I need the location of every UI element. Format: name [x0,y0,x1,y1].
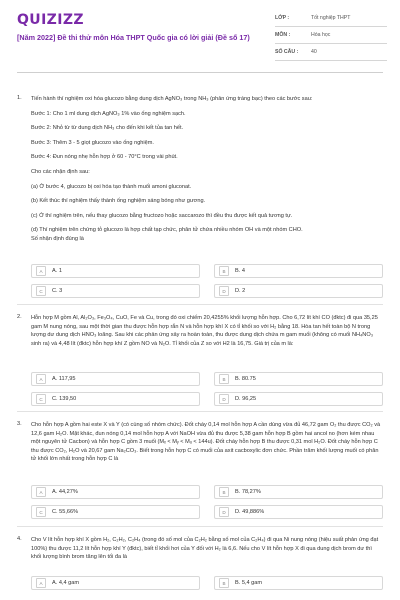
option-text: D. 96,25 [235,396,257,402]
option-d[interactable] [214,392,383,406]
option-key: D [219,394,229,404]
question-paragraph: (d) Thí nghiệm trên chứng tỏ glucozo là hợp chất tạp chức, phân tử chứa nhiều nhóm OH và một nhóm CHO. Số nhận định đúng là [31,227,303,242]
question-paragraph: Tiến hành thí nghiệm oxi hóa glucozo bằng dung dịch AgNO₃ trong NH₃ (phản ứng tráng bạc) theo các bước sau: [31,96,313,102]
question-number: 2. [17,314,22,320]
option-key: A [36,487,46,497]
option-text: B. 4 [235,268,245,274]
option-text: C. 139,50 [52,396,77,402]
option-a[interactable] [31,485,200,499]
option-text: C. 55,66% [52,509,79,515]
question-paragraph: Bước 4: Đun nóng nhẹ hỗn hợp ở 60 - 70°C trong vài phút. [31,154,178,161]
question-number: 1. [17,95,22,101]
options [31,264,383,304]
options [31,372,383,412]
question-text [31,421,383,470]
option-key: C [36,507,46,517]
option-text: A. 117,95 [52,376,76,382]
options [31,576,383,596]
option-text: A. 1 [52,268,62,274]
option-text: B. 5,4 gam [235,580,263,586]
question-number: 4. [17,536,22,542]
option-b[interactable] [214,372,383,386]
option-a[interactable] [31,372,200,386]
option-key: B [219,578,229,588]
option-c[interactable] [31,392,200,406]
meta-label: SỐ CÂU : [275,49,299,55]
options [31,485,383,525]
option-text: B. 80.75 [235,376,256,382]
option-key: D [219,507,229,517]
meta-label: LỚP : [275,15,290,21]
question-text [31,536,383,568]
question-paragraph: (c) Ở thí nghiệm trên, nếu thay glucozo bằng fructozo hoặc saccarozo thì đều thu được kết quả tương tự. [31,212,293,219]
option-c[interactable] [31,284,200,298]
question-text [31,95,383,246]
option-text: A. 44,27% [52,489,78,495]
option-b[interactable] [214,485,383,499]
question-divider [17,304,383,305]
question-text [31,314,383,354]
meta-value: Hóa học [311,32,331,38]
option-a[interactable] [31,576,200,590]
option-text: A. 4,4 gam [52,580,80,586]
option-d[interactable] [214,284,383,298]
option-text: D. 49,886% [235,509,265,515]
header-divider [17,72,383,73]
option-key: D [219,286,229,296]
option-key: C [36,286,46,296]
question-paragraph: Hỗn hợp M gồm Al, Al₂O₃, Fe₃O₄, CuO, Fe và Cu, trong đó oxi chiếm 20,4255% khối lượng hỗn hợp. Cho 6,72 lít khí CO (đktc) đi qua 35,25 gam M nung nóng, sau một thời gian thu được hỗn hợp rắn N và hỗn hợp khí X có tỉ khối so với H₂ bằng 18. Hòa tan hết toàn bộ N trong lượng dư dung dịch HNO₃ loãng. Sau khi các phản ứng xảy ra hoàn toàn, thu được dung dịch chứa m gam muối (không có muối NH₄NO₃ sinh ra) và 4,48 lít (đktc) hỗn hợp khí Z gồm NO và N₂O. Tỉ khối của Z so với H2 là 16,75. Giá trị của m là: [31,315,378,347]
option-key: A [36,266,46,276]
meta-value: Tốt nghiệp THPT [311,15,351,21]
header [0,0,400,66]
option-key: B [219,374,229,384]
document-title: [Năm 2022] Đề thi thử môn Hóa THPT Quốc gia có lời giải (Đề số 17) [17,33,250,42]
question-paragraph: (a) Ở bước 4, glucozo bị oxi hóa tạo thành muối amoni gluconat. [31,183,192,190]
option-d[interactable] [214,505,383,519]
meta-table [275,10,387,61]
option-key: C [36,394,46,404]
question-paragraph: Cho các nhận định sau: [31,168,90,175]
option-key: A [36,578,46,588]
meta-label: MÔN : [275,32,291,38]
question-paragraph: Bước 2: Nhỏ từ từ dung dịch NH₃ cho đến khi kết tủa tan hết. [31,125,184,132]
option-text: C. 3 [52,288,63,294]
option-c[interactable] [31,505,200,519]
question-divider [17,526,383,527]
meta-row-class [275,10,387,27]
question-paragraph: Bước 3: Thêm 3 - 5 giọt glucozo vào ống nghiệm. [31,139,154,146]
option-key: A [36,374,46,384]
option-key: B [219,487,229,497]
quizizz-logo: QUIZIZZ [17,12,84,28]
option-text: B. 78,27% [235,489,261,495]
option-a[interactable] [31,264,200,278]
option-key: B [219,266,229,276]
question-divider [17,411,383,412]
meta-row-subject [275,27,387,44]
question-number: 3. [17,421,22,427]
question-paragraph: Cho hỗn hợp A gồm hai este X và Y (có cùng số nhóm chức). Đốt cháy 0,14 mol hỗn hợp A cần dùng vừa đủ 46,72 gam O₂ thu được CO₂ và 12,6 gam H₂O. Mặt khác, đun nóng 0,14 mol hỗn hợp A với NaOH vừa đủ thu được 5,38 gam hỗn hợp B gồm hai ancol no (hơn kém nhau một nguyên tử Cacbon) và hỗn hợp C gồm 3 muối (Mₓ < Mᵧ < Mᵤ < 144u). Đốt cháy hỗn hợp B thu được 0,31 mol H₂O. Đốt cháy hỗn hợp C thu được CO₂, H₂O và 20,67 gam Na₂CO₃. Biết trong hỗn hợp C có muối của axit cacboxylic đơn chức. Phần trăm khối lượng muối có phân tử khối lớn nhất trong hỗn hợp C là [31,422,381,463]
option-b[interactable] [214,264,383,278]
meta-row-count [275,44,387,61]
question-paragraph: (b) Kết thúc thí nghiệm thấy thành ống nghiệm sáng bóng như gương. [31,198,206,205]
option-text: D. 2 [235,288,246,294]
meta-value: 40 [311,49,317,55]
question-paragraph: Cho V lít hỗn hợp khí X gồm H₂, C₂H₂, C₂H₄ (trong đó số mol của C₂H₂ bằng số mol của C₂H₄) đi qua Ni nung nóng (hiệu suất phản ứng đạt 100%) thu được 11,2 lít hỗn hợp khí Y (đktc), biết tỉ khối hơi của Y đối với H₂ là 6,6. Nếu cho V lít hỗn hợp X đi qua dung dịch brom dư thì khối lượng bình brom tăng lên tối đa là [31,537,379,561]
option-b[interactable] [214,576,383,590]
question-paragraph: Bước 1: Cho 1 ml dung dịch AgNO₃ 1% vào ống nghiệm sạch. [31,110,186,117]
